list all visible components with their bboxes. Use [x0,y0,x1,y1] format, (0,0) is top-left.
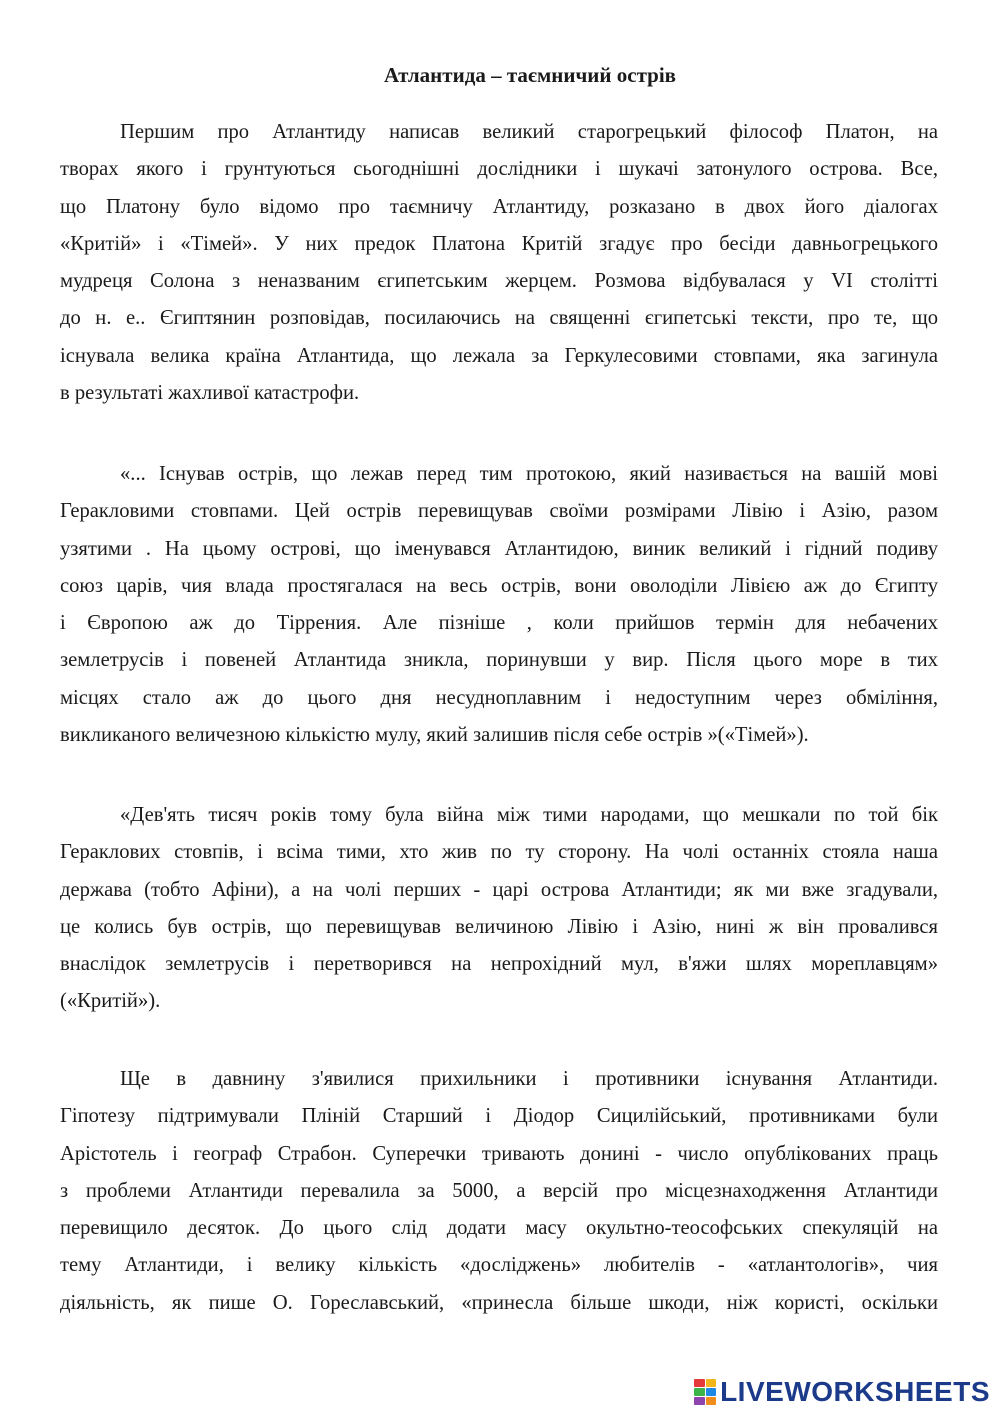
text-line: «... Існував острів, що лежав перед тим протокою, який називається на вашій мові [120,463,938,485]
text-line: Першим про Атлантиду написав великий старогрецький філософ Платон, на [120,121,938,143]
logo-tile [706,1388,717,1396]
text-line: узятими . На цьому острові, що іменувався Атлантидою, виник великий і гідний подиву [60,537,938,560]
text-line: до н. е.. Єгиптянин розповідав, посилаючись на священні єгипетські тексти, про те, що [60,307,938,330]
text-line: мудреця Солона з неназваним єгипетським жерцем. Розмова відбувалася у VI столітті [60,270,938,293]
text-line: існувала велика країна Атлантида, що лежала за Геркулесовими стовпами, яка загинула [60,344,938,367]
logo-tile [706,1397,717,1405]
text-line: перевищило десяток. До цього слід додати масу окультно-теософських спекуляцій на [60,1217,938,1240]
paragraph-1 [60,114,938,412]
text-line: місцях стало аж до цього дня несудноплавним і недоступним через обміління, [60,686,938,709]
text-line: Ще в давнину з'явилися прихильники і противники існування Атлантиди. [120,1068,938,1090]
logo-tile [706,1379,717,1387]
document-title: Атлантида – таємничий острів [383,63,677,87]
text-line: що Платону було відомо про таємничу Атлантиду, розказано в двох його діалогах [60,195,938,218]
liveworksheets-logo-icon [694,1379,716,1405]
logo-tile [694,1388,705,1396]
text-line: «Критій» і «Тімей». У них предок Платона Критій згадує про бесіди давньогрецького [60,232,938,255]
text-line: і Європою аж до Тіррения. Але пізніше , коли прийшов термін для небачених [60,612,938,635]
paragraph-2 [60,456,938,754]
text-line: «Дев'ять тисяч років тому була війна між тими народами, що мешкали по той бік [120,804,938,826]
text-line: Гераклових стовпів, і всіма тими, хто жив по ту сторону. На чолі останніх стояла наша [60,841,938,864]
text-line: творах якого і грунтуються сьогоднішні дослідники і шукачі затонулого острова. Все, [60,158,938,181]
text-line: в результаті жахливої катастрофи. [60,382,360,405]
logo-tile [694,1379,705,1387]
liveworksheets-logo-text: LIVEWORKSHEETS [720,1376,990,1407]
text-line: держава (тобто Афіни), а на чолі перших - царі острова Атлантиди; як ми вже згадували, [60,878,938,901]
text-line: Гіпотезу підтримували Пліній Старший і Діодор Сицилійський, противниками були [60,1105,938,1128]
text-line: землетрусів і повеней Атлантида зникла, поринувши у вир. Після цього море в тих [60,649,938,672]
text-line: викликаного величезною кількістю мулу, який залишив після себе острів »(«Тімей»). [60,724,809,747]
text-line: внаслідок землетрусів і перетворився на непрохідний мул, в'яжи шлях мореплавцям» [60,953,938,976]
text-line: тему Атлантиди, і велику кількість «досліджень» любителів - «атлантологів», чия [60,1254,938,1277]
liveworksheets-logo [694,1375,990,1409]
paragraph-4 [60,1061,938,1322]
text-line: діяльність, як пише О. Гореславський, «принесла більше шкоди, ніж користі, оскільки [60,1291,938,1314]
text-line: Арістотель і географ Страбон. Суперечки тривають донині - число опублікованих праць [60,1142,938,1165]
text-line: з проблеми Атлантиди перевалила за 5000, а версій про місцезнаходження Атлантиди [60,1179,938,1202]
logo-tile [694,1397,705,1405]
text-line: це колись був острів, що перевищував величиною Лівію і Азію, нині ж він провалився [60,915,938,938]
paragraph-3 [60,797,938,1021]
text-line: союз царів, чия влада простягалася на весь острів, вони оволоділи Лівією аж до Єгипту [60,574,938,597]
text-line: Геракловими стовпами. Цей острів перевищував своїми розмірами Лівію і Азію, разом [60,500,938,523]
text-line: («Критій»). [60,990,161,1013]
